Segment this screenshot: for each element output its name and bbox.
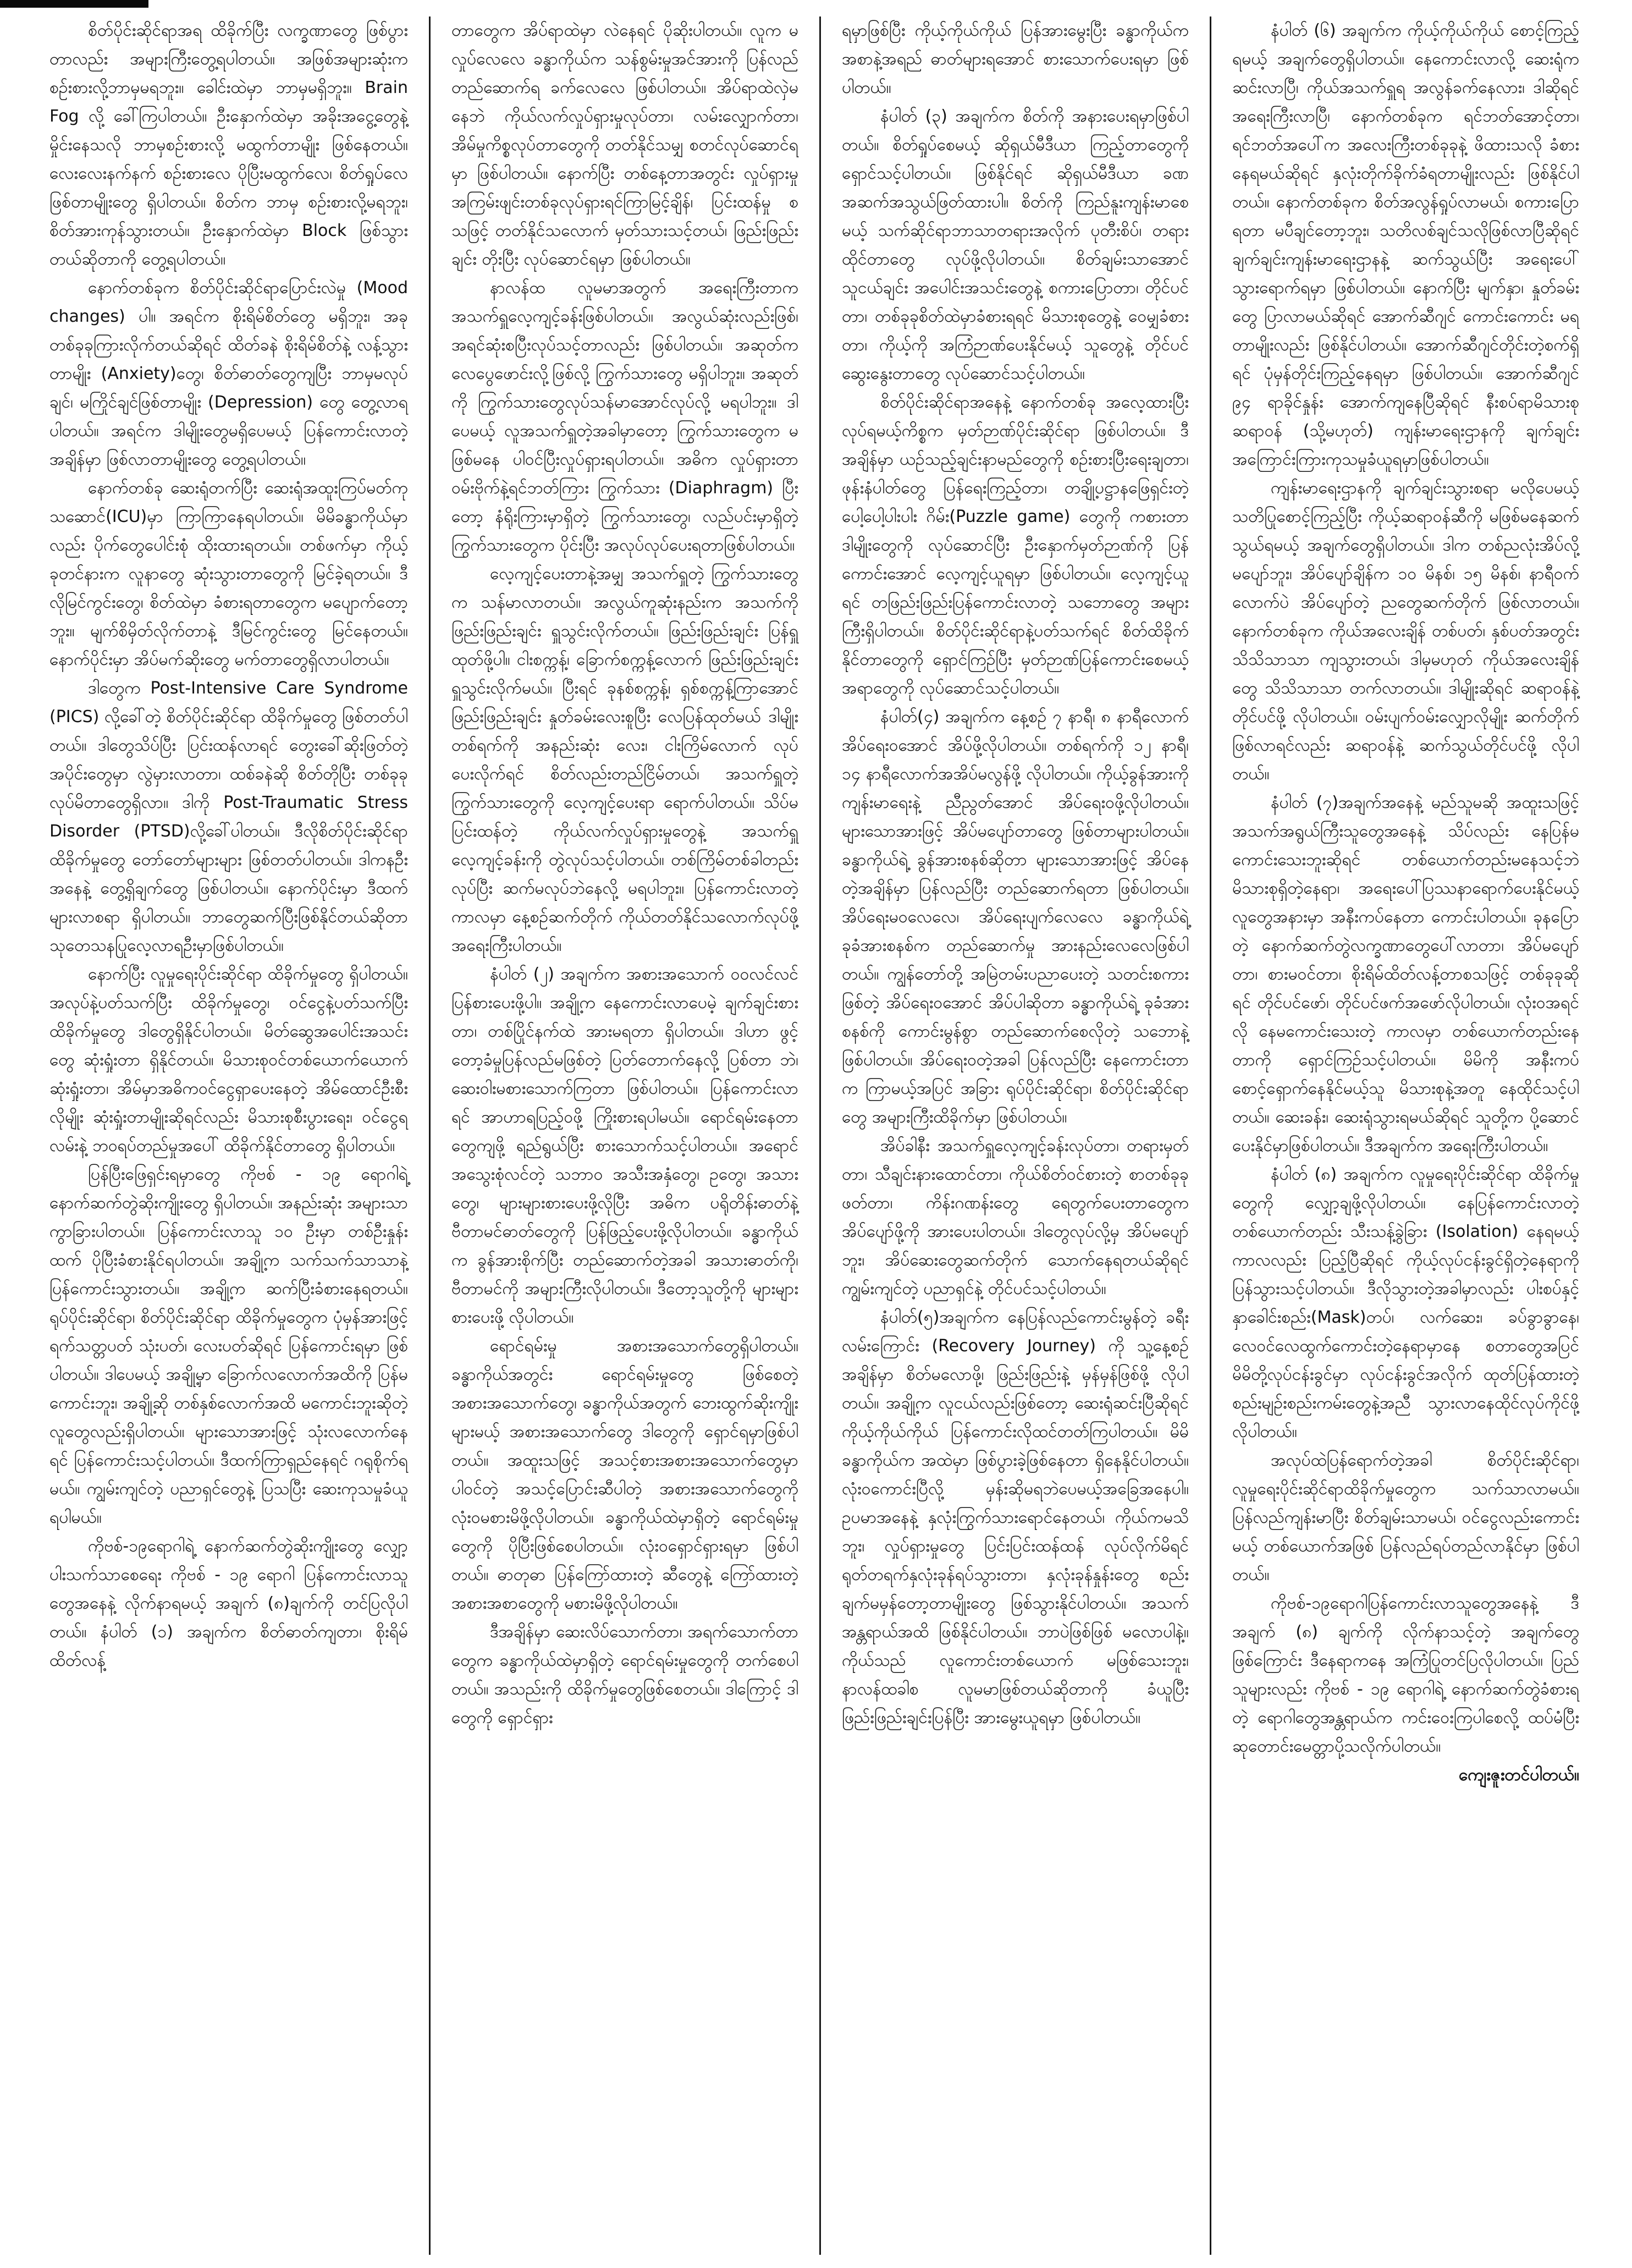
top-black-bar <box>0 0 148 8</box>
closing-thanks: ကျေးဇူးတင်ပါတယ်။ <box>1458 1765 1579 1785</box>
paragraph: ရမှာဖြစ်ပြီး ကိုယ့်ကိုယ်ကိုယ် ပြန်အားမွေးပြီး ခန္ဓာကိုယ်က အစာနဲ့အရည် ဓာတ်များရအောင် စားသောက်ပေးရမှာ ဖြစ်ပါတယ်။ <box>842 21 1194 97</box>
paragraph: ဒီအချိန်မှာ ဆေးလိပ်သောက်တာ၊ အရက်သောက်တာတွေက ခန္ဓာကိုယ်ထဲမှာရှိတဲ့ ရောင်ရမ်းမှုတွေကို တက်စေပါတယ်။ အသည်းကို ထိခိုက်မှုတွေဖြစ်စေတယ်။ ဒါကြောင့် ဒါတွေကို ရှောင်ရှား <box>451 1622 798 1727</box>
paragraph: စိတ်ပိုင်းဆိုင်ရာအနေနဲ့ နောက်တစ်ခု အလေ့ထားပြီး လုပ်ရမယ့်ကိစ္စက မှတ်ဉာဏ်ပိုင်းဆိုင်ရာ ဖြစ်ပါတယ်။ ဒီအချိန်မှာ ယဉ်သည့်ချင်းနာမည်တွေကို စဉ်းစားပြီးရေးချတာ၊ ဖုန်းနံပါတ်တွေ ပြန်ရေးကြည့်တာ၊ တချို့ပဋ္ဌာနဖြေရှင်းတဲ့ ပေါ့ပေါ့ပါးပါး ဂိမ်း(Puzzle game) တွေကို ကစားတာ ဒါမျိုးတွေကို လုပ်ဆောင်ပြီး ဦးနှောက်မှတ်ဉာဏ်ကို ပြန်ကောင်းအောင် လေ့ကျင့်ယူရမှာ ဖြစ်ပါတယ်။ လေ့ကျင့်ယူရင် တဖြည်းဖြည်းပြန်ကောင်းလာတဲ့ သဘောတွေ အများကြီးရှိပါတယ်။ စိတ်ပိုင်းဆိုင်ရာနဲ့ပတ်သက်ရင် စိတ်ထိခိုက်နိုင်တာတွေကို ရှောင်ကြဉ်ပြီး မှတ်ဉာဏ်ပြန်ကောင်းစေမယ့် အရာတွေကို လုပ်ဆောင်သင့်ပါတယ်။ <box>842 393 1194 698</box>
paragraph: နံပါတ် (၇)အချက်အနေနဲ့ မည်သူမဆို အထူးသဖြင့် အသက်အရွယ်ကြီးသူတွေအနေနဲ့ သိပ်လည်း နေပြန်မကောင်းသေးဘူးဆိုရင် တစ်ယောက်တည်းမနေသင့်ဘဲ မိသားစုရှိတဲ့နေရာ၊ အရေးပေါ်ပြဿနာရောက်ပေးနိုင်မယ့်လူတွေအနားမှာ အနီးကပ်နေတာ ကောင်းပါတယ်။ ခုနပြောတဲ့ နောက်ဆက်တွဲလက္ခဏာတွေပေါ်လာတာ၊ အိပ်မပျော်တာ၊ စားမဝင်တာ၊ စိုးရိမ်ထိတ်လန့်တာစသဖြင့် တစ်ခုခုဆိုရင် တိုင်ပင်ဖော်၊ တိုင်ပင်ဖက်အဖော်လိုပါတယ်။ လုံးဝအရင်လို နေမကောင်းသေးတဲ့ ကာလမှာ တစ်ယောက်တည်းနေတာကို ရှောင်ကြဉ်သင့်ပါတယ်။ မိမိကို အနီးကပ်စောင့်ရှောက်နေနိုင်မယ့်သူ မိသားစုနဲ့အတူ နေထိုင်သင့်ပါတယ်။ ဆေးခန်း၊ ဆေးရုံသွားရမယ်ဆိုရင် သူတို့က ပို့ဆောင်ပေးနိုင်မှာဖြစ်ပါတယ်။ ဒီအချက်က အရေးကြီးပါတယ်။ <box>1232 793 1585 1155</box>
paragraph: နံပါတ်(၄) အချက်က နေ့စဉ် ၇ နာရီ၊ ၈ နာရီလောက် အိပ်ရေးဝအောင် အိပ်ဖို့လိုပါတယ်။ တစ်ရက်ကို ၁၂ နာရီ၊ ၁၄ နာရီလောက်အအိပ်မလွန်ဖို့ လိုပါတယ်။ ကိုယ့်ခွန်အားကို ကျန်းမာရေးနဲ့ ညီညွတ်အောင် အိပ်ရေးဝဖို့လိုပါတယ်။ များသောအားဖြင့် အိပ်မပျော်တာတွေ ဖြစ်တာများပါတယ်။ ခန္ဓာကိုယ်ရဲ့ ခွန်အားစနစ်ဆိုတာ များသောအားဖြင့် အိပ်နေတဲ့အချိန်မှာ ပြန်လည်ပြီး တည်ဆောက်ရတာ ဖြစ်ပါတယ်။ အိပ်ရေးမဝလေလေ၊ အိပ်ရေးပျက်လေလေ ခန္ဓာကိုယ်ရဲ့ ခုခံအားစနစ်က တည်ဆောက်မှု အားနည်းလေလေဖြစ်ပါတယ်။ ကျွန်တော်တို့ အမြဲတမ်းပညာပေးတဲ့ သတင်းစကား ဖြစ်တဲ့ အိပ်ရေးဝအောင် အိပ်ပါဆိုတာ ခန္ဓာကိုယ်ရဲ့ ခုခံအားစနစ်ကို ကောင်းမွန်စွာ တည်ဆောက်စေလိုတဲ့ သဘောနဲ့ ဖြစ်ပါတယ်။ အိပ်ရေးဝတဲ့အခါ ပြန်လည်ပြီး နေကောင်းတာက ကြာမယ့်အပြင် အခြား ရုပ်ပိုင်းဆိုင်ရာ၊ စိတ်ပိုင်းဆိုင်ရာတွေ အများကြီးထိခိုက်မှာ ဖြစ်ပါတယ်။ <box>842 707 1194 1127</box>
paragraph: နောက်တစ်ခုက စိတ်ပိုင်းဆိုင်ရာပြောင်းလဲမှု (Mood changes) ပါ။ အရင်က စိုးရိမ်စိတ်တွေ မရှိဘူး၊ အခု တစ်ခုခုကြားလိုက်တယ်ဆိုရင် ထိတ်ခနဲ စိုးရိမ်စိတ်နဲ့ လန့်သွားတာမျိုး (Anxiety)တွေ၊ စိတ်ဓာတ်တွေကျပြီး ဘာမှမလုပ်ချင်၊ မကြိုင်ချင်ဖြစ်တာမျိုး (Depression) တွေ တွေ့လာရပါတယ်။ အရင်က ဒါမျိုးတွေမရှိပေမယ့် ပြန်ကောင်းလာတဲ့ အချိန်မှာ ဖြစ်လာတာမျိုးတွေ တွေ့ရပါတယ်။ <box>49 278 413 469</box>
paragraph: နံပါတ် (၆) အချက်က ကိုယ့်ကိုယ်ကိုယ် စောင့်ကြည့်ရမယ့် အချက်တွေရှိပါတယ်။ နေကောင်းလာလို့ ဆေးရုံကဆင်းလာပြီ၊ ကိုယ်အသက်ရှူရ အလွန်ခက်နေလား၊ ဒါဆိုရင် အရေးကြီးလာပြီ၊ နောက်တစ်ခုက ရင်ဘတ်အောင့်တာ၊ ရင်ဘတ်အပေါ်က အလေးကြီးတစ်ခုခုနဲ့ ဖိထားသလို ခံစားနေရမယ်ဆိုရင် နှလုံးတိုက်ခိုက်ခံရတာမျိုးလည်း ဖြစ်နိုင်ပါတယ်။ နောက်တစ်ခုက စိတ်အလွန်ရှုပ်လာမယ်၊ စကားပြောရတာ မပီချင်တော့ဘူး၊ သတိလစ်ချင်သလိုဖြစ်လာပြီဆိုရင် ချက်ချင်းကျန်းမာရေးဌာနနဲ့ ဆက်သွယ်ပြီး အရေးပေါ်သွားရောက်ရမှာ ဖြစ်ပါတယ်။ နောက်ပြီး မျက်နှာ၊ နှုတ်ခမ်းတွေ ပြာလာမယ်ဆိုရင် အောက်ဆီဂျင် ကောင်းကောင်း မရတာမျိုးလည်း ဖြစ်နိုင်ပါတယ်။ အောက်ဆီဂျင်တိုင်းတဲ့စက်ရှိရင် ပုံမှန်တိုင်းကြည့်နေရမှာ ဖြစ်ပါတယ်။ အောက်ဆီဂျင် ၉၄ ရာခိုင်နှုန်း အောက်ကျနေပြီဆိုရင် နီးစပ်ရာမိသားစုဆရာဝန် (သို့မဟုတ်) ကျန်းမာရေးဌာနကို ချက်ချင်းအကြောင်းကြားကုသမှုခံယူရမှာဖြစ်ပါတယ်။ <box>1232 21 1585 469</box>
article-column-2 <box>429 16 819 2255</box>
paragraph: နံပါတ် (၃) အချက်က စိတ်ကို အနားပေးရမှာဖြစ်ပါတယ်။ စိတ်ရှုပ်စေမယ့် ဆိုရှယ်မီဒီယာ ကြည့်တာတွေကို ရှောင်သင့်ပါတယ်။ ဖြစ်နိုင်ရင် ဆိုရှယ်မီဒီယာ ခဏအဆက်အသွယ်ဖြတ်ထားပါ။ စိတ်ကို ကြည်နူးကျန်းမာစေမယ့် သက်ဆိုင်ရာဘာသာတရားအလိုက် ပုတီးစိပ်၊ တရားထိုင်တာတွေ လုပ်ဖို့လိုပါတယ်။ စိတ်ချမ်းသာအောင် သူငယ်ချင်း အပေါင်းအသင်းတွေနဲ့ စကားပြောတာ၊ တိုင်ပင်တာ၊ တစ်ခုခုစိတ်ထဲမှာခံစားရရင် မိသားစုတွေနဲ့ ဝေမျှခံစားတာ၊ ကိုယ့်ကို အကြံဉာဏ်ပေးနိုင်မယ့် သူတွေနဲ့ တိုင်ပင်ဆွေးနွေးတာတွေ လုပ်ဆောင်သင့်ပါတယ်။ <box>842 107 1194 383</box>
article-column-1 <box>38 16 429 2255</box>
paragraph: စိတ်ပိုင်းဆိုင်ရာအရ ထိခိုက်ပြီး လက္ခဏာတွေ ဖြစ်ပွားတာလည်း အများကြီးတွေ့ရပါတယ်။ အဖြစ်အများဆုံးက စဉ်းစားလို့ဘာမှမရဘူး။ ခေါင်းထဲမှာ ဘာမှမရှိဘူး။ Brain Fog လို့ ခေါ်ကြပါတယ်။ ဦးနှောက်ထဲမှာ အခိုးအငွေ့တွေနဲ့ မှိုင်းနေသလို ဘာမှစဉ်းစားလို့ မထွက်တာမျိုး ဖြစ်နေတယ်။ လေးလေးနက်နက် စဉ်းစားလေ ပိုပြီးမထွက်လေ၊ စိတ်ရှုပ်လေဖြစ်တာမျိုးတွေ ရှိပါတယ်။ စိတ်က ဘာမှ စဉ်းစားလို့မရဘူး၊ စိတ်အားကုန်သွားတယ်။ ဦးနှောက်ထဲမှာ Block ဖြစ်သွားတယ်ဆိုတာကို တွေ့ရပါတယ်။ <box>49 21 413 269</box>
article-column-3 <box>819 16 1210 2255</box>
paragraph: လေ့ကျင့်ပေးတာနဲ့အမျှ အသက်ရှူတဲ့ ကြွက်သားတွေက သန်မာလာတယ်။ အလွယ်ကူဆုံးနည်းက အသက်ကို ဖြည်းဖြည်းချင်း ရှူသွင်းလိုက်တယ်။ ဖြည်းဖြည်းချင်း ပြန်ရှူထုတ်ဖို့ပါ။ ငါးစက္ကန့်၊ ခြောက်စက္ကန့်လောက် ဖြည်းဖြည်းချင်း ရှူသွင်းလိုက်မယ်။ ပြီးရင် ခုနစ်စက္ကန့်၊ ရှစ်စက္ကန့်ကြာအောင် ဖြည်းဖြည်းချင်း နှုတ်ခမ်းလေးစူပြီး လေပြန်ထုတ်မယ် ဒါမျိုးတစ်ရက်ကို အနည်းဆုံး လေး၊ ငါးကြိမ်လောက် လုပ်ပေးလိုက်ရင် စိတ်လည်းတည်ငြိမ်တယ်၊ အသက်ရှူတဲ့ ကြွက်သားတွေကို လေ့ကျင့်ပေးရာ ရောက်ပါတယ်။ သိပ်မပြင်းထန်တဲ့ ကိုယ်လက်လှုပ်ရှားမှုတွေနဲ့ အသက်ရှူလေ့ကျင့်ခန်းကို တွဲလုပ်သင့်ပါတယ်။ တစ်ကြိမ်တစ်ခါတည်းလုပ်ပြီး ဆက်မလုပ်ဘဲနေလို့ မရပါဘူး။ ပြန်ကောင်းလာတဲ့ကာလမှာ နေ့စဉ်ဆက်တိုက် ကိုယ်တတ်နိုင်သလောက်လုပ်ဖို့ အရေးကြီးပါတယ်။ <box>451 564 804 955</box>
paragraph: နောက်တစ်ခု ဆေးရုံတက်ပြီး ဆေးရုံအထူးကြပ်မတ်ကုသဆောင်(ICU)မှာ ကြာကြာနေရပါတယ်။ မိမိခန္ဓာကိုယ်မှာလည်း ပိုက်တွေပေါင်းစုံ ထိုးထားရတယ်။ တစ်ဖက်မှာ ကိုယ့်ခုတင်နားက လူနာတွေ ဆုံးသွားတာတွေကို မြင်ခဲ့ရတယ်။ ဒီလိုမြင်ကွင်းတွေ၊ စိတ်ထဲမှာ ခံစားရတာတွေက မပျောက်တော့ဘူး။ မျက်စိမှိတ်လိုက်တာနဲ့ ဒီမြင်ကွင်းတွေ မြင်နေတယ်။ နောက်ပိုင်းမှာ အိပ်မက်ဆိုးတွေ မက်တာတွေရှိလာပါတယ်။ <box>49 478 413 669</box>
paragraph: ကိုဗစ်-၁၉ရောဂါရဲ့ နောက်ဆက်တွဲဆိုးကျိုးတွေ လျှော့ပါးသက်သာစေရေး ကိုဗစ် - ၁၉ ရောဂါ ပြန်ကောင်းလာသူတွေအနေနဲ့ လိုက်နာရမယ့် အချက် (၈)ချက်ကို တင်ပြလိုပါတယ်။ နံပါတ် (၁) အချက်က စိတ်ဓာတ်ကျတာ၊ စိုးရိမ်ထိတ်လန့် <box>49 1537 408 1670</box>
paragraph: နောက်ပြီး လူမှုရေးပိုင်းဆိုင်ရာ ထိခိုက်မှုတွေ ရှိပါတယ်။ အလုပ်နဲ့ပတ်သက်ပြီး ထိခိုက်မှုတွေ၊ ဝင်ငွေနဲ့ပတ်သက်ပြီး ထိခိုက်မှုတွေ ဒါတွေရှိနိုင်ပါတယ်။ မိတ်ဆွေအပေါင်းအသင်းတွေ ဆုံးရှုံးတာ ရှိနိုင်တယ်။ မိသားစုဝင်တစ်ယောက်ယောက် ဆုံးရှုံးတာ၊ အိမ်မှာအဓိကဝင်ငွေရှာပေးနေတဲ့ အိမ်ထောင်ဦးစီးလိုမျိုး ဆုံးရှုံးတာမျိုးဆိုရင်လည်း မိသားစုစီးပွားရေး၊ ဝင်ငွေရလမ်းနဲ့ ဘဝရပ်တည်မှုအပေါ် ထိခိုက်နိုင်တာတွေ ရှိပါတယ်။ <box>49 965 413 1155</box>
article-column-4 <box>1210 16 1600 2255</box>
paragraph: အလုပ်ထဲပြန်ရောက်တဲ့အခါ စိတ်ပိုင်းဆိုင်ရာ၊ လူမှုရေးပိုင်းဆိုင်ရာထိခိုက်မှုတွေက သက်သာလာမယ်။ ပြန်လည်ကျန်းမာပြီး စိတ်ချမ်းသာမယ်၊ ဝင်ငွေလည်းကောင်းမယ့် တစ်ယောက်အဖြစ် ပြန်လည်ရပ်တည်လာနိုင်မှာ ဖြစ်ပါတယ်။ <box>1232 1451 1585 1584</box>
paragraph: နံပါတ် (၈) အချက်က လူမှုရေးပိုင်းဆိုင်ရာ ထိခိုက်မှုတွေကို လျှော့ချဖို့လိုပါတယ်။ နေပြန်ကောင်းလာတဲ့ တစ်ယောက်တည်း သီးသန့်ခွဲခြား (Isolation) နေရမယ့်ကာလလည်း ပြည့်ပြီဆိုရင် ကိုယ့်လုပ်ငန်းခွင်ရှိတဲ့နေရာကို ပြန်သွားသင့်ပါတယ်။ ဒီလိုသွားတဲ့အခါမှာလည်း ပါးစပ်နှင့်နှာခေါင်းစည်း(Mask)တပ်၊ လက်ဆေး၊ ခပ်ခွာခွာနေ၊ လေဝင်လေထွက်ကောင်းတဲ့နေရာမှာနေ စတာတွေအပြင် မိမိတို့လုပ်ငန်းခွင်မှာ လုပ်ငန်းခွင်အလိုက် ထုတ်ပြန်ထားတဲ့ စည်းမျဉ်းစည်းကမ်းတွေနဲ့အညီ သွားလာနေထိုင်လုပ်ကိုင်ဖို့လိုပါတယ်။ <box>1232 1165 1585 1441</box>
paragraph: နံပါတ်(၅)အချက်က နေပြန်လည်ကောင်းမွန်တဲ့ ခရီးလမ်းကြောင်း (Recovery Journey) ကို သူ့နေ့စဉ်အချိန်မှာ စိတ်မလောဖို့၊ ဖြည်းဖြည်းနဲ့ မှန်မှန်ဖြစ်ဖို့ လိုပါတယ်။ အချို့က လူငယ်လည်းဖြစ်တော့ ဆေးရုံဆင်းပြီဆိုရင် ကိုယ့်ကိုယ်ကိုယ် ပြန်ကောင်းလိုထင်တတ်ကြပါတယ်။ မိမိခန္ဓာကိုယ်က အထဲမှာ ဖြစ်ပွားခဲ့ဖြစ်နေတာ ရှိနေနိုင်ပါတယ်။ လုံးဝကောင်းပြီလို့ မှန်းဆိုမရဘဲပေမယ့်အခြေအနေပါ။ ဥပမာအနေနဲ့ နှလုံးကြွက်သားရောင်နေတယ်၊ ကိုယ်ကမသိဘူး၊ လှုပ်ရှားမှုတွေ ပြင်းပြင်းထန်ထန် လုပ်လိုက်မိရင် ရုတ်တရက်နှလုံးခုန်ရပ်သွားတာ၊ နှလုံးခုန်နှုန်းတွေ စည်းချက်မမှန်တော့တာမျိုးတွေ ဖြစ်သွားနိုင်ပါတယ်။ အသက်အန္တရာယ်အထိ ဖြစ်နိုင်ပါတယ်။ ဘာပဲဖြစ်ဖြစ် မလောပါနဲ့။ ကိုယ်သည် လူကောင်းတစ်ယောက် မဖြစ်သေးဘူး၊ နာလန်ထခါစ လူမမာဖြစ်တယ်ဆိုတာကို ခံယူပြီး ဖြည်းဖြည်းချင်းပြန်ပြီး အားမွေးယူရမှာ ဖြစ်ပါတယ်။ <box>842 1308 1194 1727</box>
paragraph: ကိုဗစ်-၁၉ရောဂါပြန်ကောင်းလာသူတွေအနေနဲ့ ဒီအချက် (၈) ချက်ကို လိုက်နာသင့်တဲ့ အချက်တွေ ဖြစ်ကြောင်း ဒီနေရာကနေ အကြံပြုတင်ပြလိုပါတယ်။ ပြည်သူများလည်း ကိုဗစ် - ၁၉ ရောဂါရဲ့ နောက်ဆက်တွဲခံစားရတဲ့ ရောဂါတွေအန္တရာယ်က ကင်းဝေးကြပါစေလို့ ထပ်မံပြီး ဆုတောင်းမေတ္တာပို့သလိုက်ပါတယ်။ <box>1232 1594 1585 1756</box>
paragraph: ပြန်ပြီးဖြေရှင်းရမှာတွေ ကိုဗစ် - ၁၉ ရောဂါရဲ့ နောက်ဆက်တွဲဆိုးကျိုးတွေ ရှိပါတယ်။ အနည်းဆုံး အများသာ ကွာခြားပါတယ်။ ပြန်ကောင်းလာသူ ၁၀ ဦးမှာ တစ်ဦးနှုန်းထက် ပိုပြီးခံစားနိုင်ရပါတယ်။ အချို့က သက်သက်သာသာနဲ့ ပြန်ကောင်းသွားတယ်။ အချို့က ဆက်ပြီးခံစားနေရတယ်။ ရုပ်ပိုင်းဆိုင်ရာ၊ စိတ်ပိုင်းဆိုင်ရာ ထိခိုက်မှုတွေက ပုံမှန်အားဖြင့် ရက်သတ္တပတ် သုံးပတ်၊ လေးပတ်ဆိုရင် ပြန်ကောင်းရမှာ ဖြစ်ပါတယ်။ ဒါပေမယ့် အချို့မှာ ခြောက်လလောက်အထိကို ပြန်မကောင်းဘူး၊ အချို့ဆို တစ်နှစ်လောက်အထိ မကောင်းဘူးဆိုတဲ့ လူတွေလည်းရှိပါတယ်။ များသောအားဖြင့် သုံးလလောက်နေရင် ပြန်ကောင်းသင့်ပါတယ်။ ဒီထက်ကြာရှည်နေရင် ဂရုစိုက်ရမယ်။ ကျွမ်းကျင်တဲ့ ပညာရှင်တွေနဲ့ ပြသပြီး ဆေးကုသမှုခံယူရပါမယ်။ <box>49 1165 413 1527</box>
paragraph: ဒါတွေက Post-Intensive Care Syndrome (PICS) လို့ခေါ်တဲ့ စိတ်ပိုင်းဆိုင်ရာ ထိခိုက်မှုတွေ ဖြစ်တတ်ပါတယ်။ ဒါတွေသိပ်ပြီး ပြင်းထန်လာရင် တွေးခေါ်ဆိုးဖြတ်တဲ့အပိုင်းတွေမှာ လွဲမှားလာတာ၊ ထစ်ခနဲဆို စိတ်တိုပြီး တစ်ခုခုလုပ်မိတာတွေရှိလာ။ ဒါကို Post-Traumatic Stress Disorder (PTSD)လို့ခေါ်ပါတယ်။ ဒီလိုစိတ်ပိုင်းဆိုင်ရာထိခိုက်မှုတွေ တော်တော်များများ ဖြစ်တတ်ပါတယ်။ ဒါကနဦးအနေနဲ့ တွေ့ရှိချက်တွေ ဖြစ်ပါတယ်။ နောက်ပိုင်းမှာ ဒီထက်များလာစရာ ရှိပါတယ်။ ဘာတွေဆက်ပြီးဖြစ်နိုင်တယ်ဆိုတာ သုတေသနပြုလေ့လာရဦးမှာဖြစ်ပါတယ်။ <box>49 679 413 955</box>
paragraph: ရောင်ရမ်းမှု အစားအသောက်တွေရှိပါတယ်။ ခန္ဓာကိုယ်အတွင်း ရောင်ရမ်းမှုတွေ ဖြစ်စေတဲ့ အစားအသောက်တွေ၊ ခန္ဓာကိုယ်အတွက် ဘေးထွက်ဆိုးကျိုးများမယ့် အစားအသောက်တွေ ဒါတွေကို ရှောင်ရမှာဖြစ်ပါတယ်။ အထူးသဖြင့် အသင့်စားအစားအသောက်တွေမှာ ပါဝင်တဲ့ အသင့်ပြောင်းဆီပါတဲ့ အစားအသောက်တွေကို လုံးဝမစားမိဖို့လိုပါတယ်။ ခန္ဓာကိုယ်ထဲမှာရှိတဲ့ ရောင်ရမ်းမှုတွေကို ပိုပြီးဖြစ်စေပါတယ်။ လုံးဝရှောင်ရှားရမှာ ဖြစ်ပါ တယ်။ ဓာတုဓာ ပြန်ကြော်ထားတဲ့ ဆီတွေနဲ့ ကြော်ထားတဲ့ အစားအစာတွေကို မစားမိဖို့လိုပါတယ်။ <box>451 1336 804 1613</box>
paragraph: နာလန်ထ လူမမာအတွက် အရေးကြီးတာက အသက်ရှူလေ့ကျင့်ခန်းဖြစ်ပါတယ်။ အလွယ်ဆုံးလည်းဖြစ်၊ အရင်ဆုံးစပြီးလုပ်သင့်တာလည်း ဖြစ်ပါတယ်။ အဆုတ်က လေပွေဖောင်းလို့ဖြစ်လို့ ကြွက်သားတွေ မရှိပါဘူး။ အဆုတ်ကို ကြွက်သားတွေလုပ်သန်မာအောင်လုပ်လို့ မရပါဘူး။ ဒါပေမယ့် လူအသက်ရှူတဲ့အခါမှာတော့ ကြွက်သားတွေက မဖြစ်မနေ ပါဝင်ပြီးလှုပ်ရှားရပါတယ်။ အဓိက လှုပ်ရှားတာ ဝမ်းဗိုက်နဲ့ရင်ဘတ်ကြား ကြွက်သား (Diaphragm) ပြီးတော့ နံရိုးကြားမှာရှိတဲ့ ကြွက်သားတွေ၊ လည်ပင်းမှာရှိတဲ့ ကြွက်သားတွေက ပိုင်းပြီး အလုပ်လုပ်ပေးရတာဖြစ်ပါတယ်။ <box>451 278 804 555</box>
paragraph: နံပါတ် (၂) အချက်က အစားအသောက် ဝဝလင်လင် ပြန်စားပေးဖို့ပါ။ အချို့က နေကောင်းလာပေမဲ့ ချက်ချင်းစားတာ၊ တစ်ပြိုင်နက်ထဲ အားမရတာ ရှိပါတယ်။ ဒါဟာ ဖွင့်တော့ခံမှုပြန်လည်မဖြစ်တဲ့ ပြတ်တောက်နေလို့ ပြစ်တာ ဘဲ၊ ဆေးဝါးမစားသောက်ကြတာ ဖြစ်ပါတယ်။ ပြန်ကောင်းလာရင် အာဟာရပြည့်ဝဖို့ ကြိုးစားရပါမယ်။ ရောင်ရမ်းနေတာတွေကျဖို့ ရည်ရွယ်ပြီး စားသောက်သင့်ပါတယ်။ အရောင်အသွေးစုံလင်တဲ့ သဘာဝ အသီးအနှံတွေ၊ ဥတွေ၊ အသားတွေ၊ များများစားပေးဖို့လိုပြီး အဓိက ပရိုတိန်းဓာတ်နဲ့ ဗီတာမင်ဓာတ်တွေကို ပြန်ဖြည့်ပေးဖို့လိုပါတယ်။ ခန္ဓာကိုယ်က ခွန်အားစိုက်ပြီး တည်ဆောက်တဲ့အခါ အသားဓာတ်ကို၊ ဗီတာမင်ကို အများကြီးလိုပါတယ်။ ဒီတော့သူတို့ကို များများစားပေးဖို့ လိုပါတယ်။ <box>451 965 804 1327</box>
paragraph: ကျန်းမာရေးဌာနကို ချက်ချင်းသွားစရာ မလိုပေမယ့် သတိပြုစောင့်ကြည့်ပြီး ကိုယ့်ဆရာဝန်ဆီကို မဖြစ်မနေဆက်သွယ်ရမယ့် အချက်တွေရှိပါတယ်။ ဒါက တစ်ညလုံးအိပ်လို့ မပျော်ဘူး၊ အိပ်ပျော်ချိန်က ၁၀ မိနစ်၊ ၁၅ မိနစ်၊ နာရီဝက်လောက်ပဲ အိပ်ပျော်တဲ့ ညတွေဆက်တိုက် ဖြစ်လာတယ်။ နောက်တစ်ခုက ကိုယ်အလေးချိန် တစ်ပတ်၊ နှစ်ပတ်အတွင်း သိသိသာသာ ကျသွားတယ်၊ ဒါမှမဟုတ် ကိုယ်အလေးချိန်တွေ သိသိသာသာ တက်လာတယ်။ ဒါမျိုးဆိုရင် ဆရာဝန်နဲ့ တိုင်ပင်ဖို့ လိုပါတယ်။ ဝမ်းပျက်ဝမ်းလျှောလိုမျိုး ဆက်တိုက်ဖြစ်လာရင်လည်း ဆရာဝန်နဲ့ ဆက်သွယ်တိုင်ပင်ဖို့ လိုပါတယ်။ <box>1232 478 1585 784</box>
paragraph: တာတွေက အိပ်ရာထဲမှာ လဲနေရင် ပိုဆိုးပါတယ်။ လူက မလှုပ်လေလေ ခန္ဓာကိုယ်က သန်စွမ်းမှုအင်အားကို ပြန်လည်တည်ဆောက်ရ ခက်လေလေ ဖြစ်ပါတယ်။ အိပ်ရာထဲလှဲမနေဘဲ ကိုယ်လက်လှုပ်ရှားမှုလုပ်တာ၊ လမ်းလျှောက်တာ၊ အိမ်မှုကိစ္စလုပ်တာတွေကို တတ်နိုင်သမျှ စတင်လုပ်ဆောင်ရမှာ ဖြစ်ပါတယ်။ နောက်ပြီး တစ်နေ့တာအတွင်း လှုပ်ရှားမှုအကြမ်းဖျင်းတစ်ခုလုပ်ရှားရင်ကြာမြင့်ချိန်၊ ပြင်းထန်မှု စသဖြင့် တတ်နိုင်သလောက် မှတ်သားသင့်တယ်၊ ဖြည်းဖြည်းချင်း တိုးပြီး လုပ်ဆောင်ရမှာ ဖြစ်ပါတယ်။ <box>451 21 804 269</box>
paragraph: အိပ်ခါနီး အသက်ရှူလေ့ကျင့်ခန်းလုပ်တာ၊ တရားမှတ်တာ၊ သီချင်းနားထောင်တာ၊ ကိုယ်စိတ်ဝင်စားတဲ့ စာတစ်ခုခု ဖတ်တာ၊ ကိန်းဂဏန်းတွေ ရေတွက်ပေးတာတွေက အိပ်ပျော်ဖို့ကို အားပေးပါတယ်။ ဒါတွေလုပ်လို့မှ အိပ်မပျော်ဘူး၊ အိပ်ဆေးတွေဆက်တိုက် သောက်နေရတယ်ဆိုရင် ကျွမ်းကျင်တဲ့ ပညာရှင်နဲ့ တိုင်ပင်သင့်ပါတယ်။ <box>842 1136 1194 1298</box>
article-page <box>38 16 1600 2255</box>
